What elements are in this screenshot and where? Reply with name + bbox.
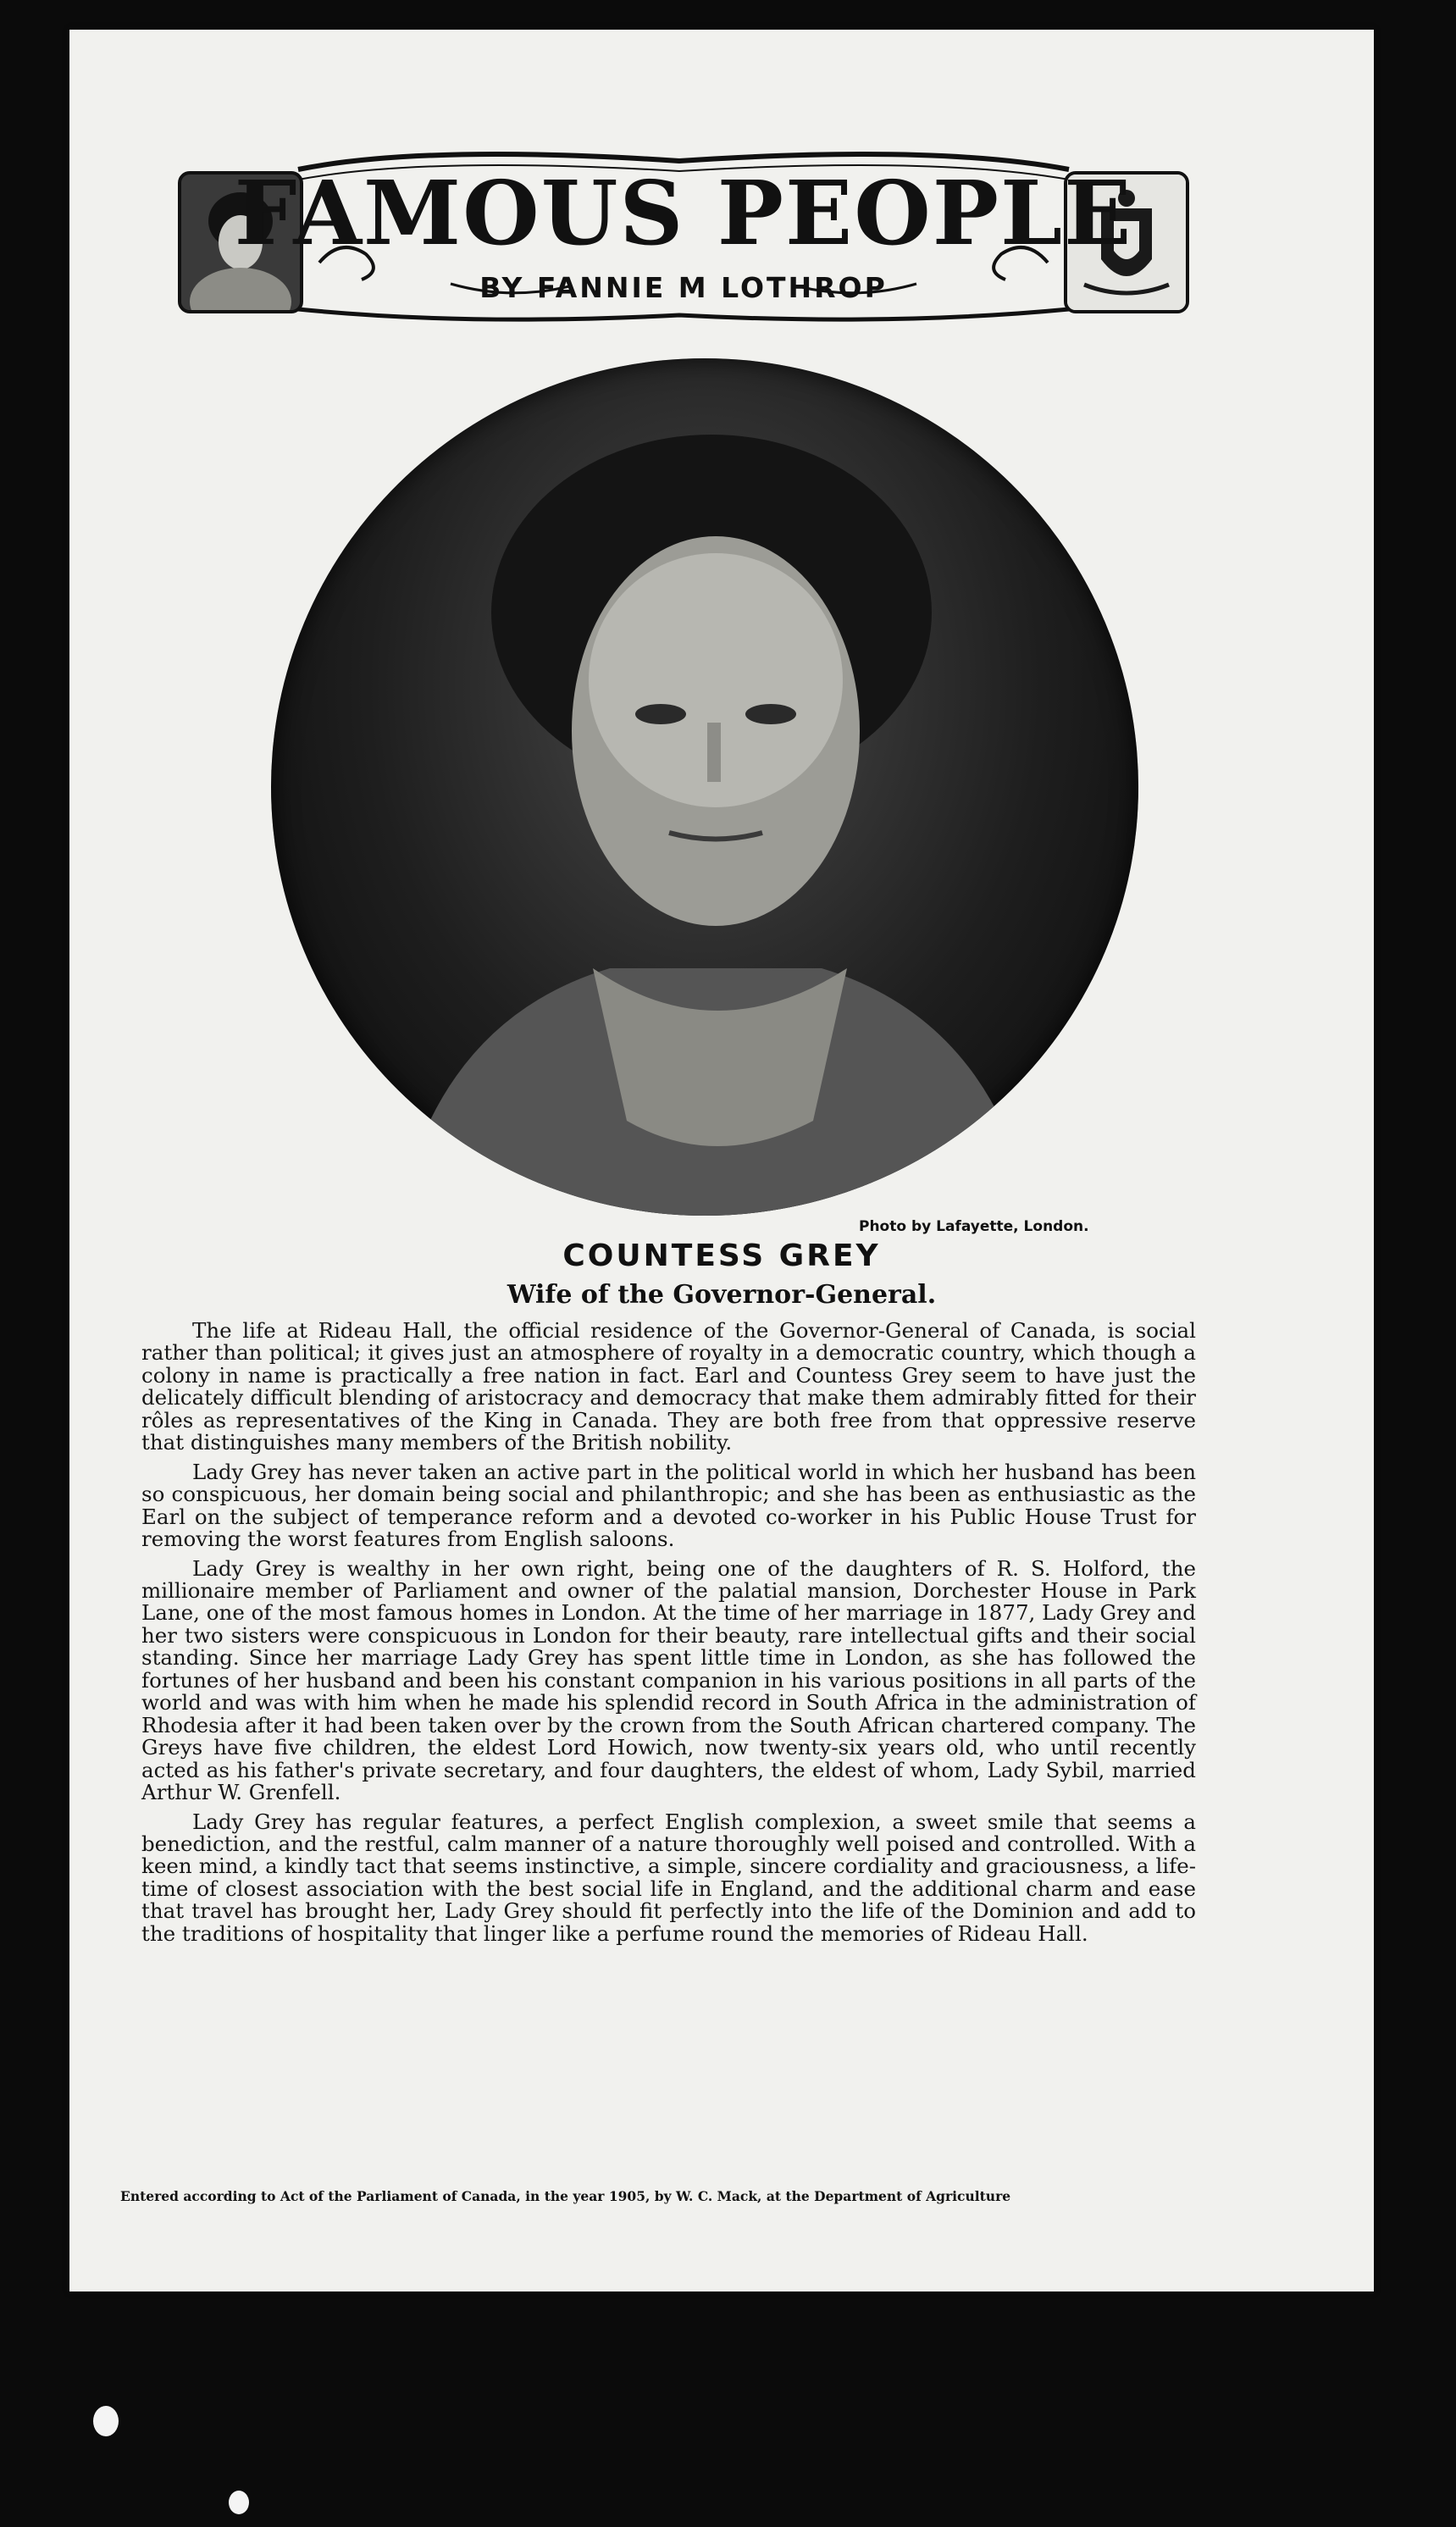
masthead-title: FAMOUS PEOPLE (234, 161, 1133, 265)
article-body (141, 1320, 1196, 1952)
film-speck (229, 2491, 249, 2514)
article-paragraph: Lady Grey has never taken an active part in the political world in which her husband has been so conspicuous, her domain being social and philanthropic; and she has been as enthusiastic as the Earl on the subject of temperance reform and a devoted co-worker in his Public House Trust for removing the worst features from English saloons. (141, 1459, 1196, 1552)
article-paragraph: Lady Grey is wealthy in her own right, being one of the daughters of R. S. Holford, the millionaire member of Parliament and owner of the palatial mansion, Dorchester House in Park Lane, one of the most famous homes in London. At the time of her marriage in 1877, Lady Grey and her two sisters were conspicuous in London for their beauty, rare intellectual gifts and their social standing. Since her marriage Lady Grey has spent little time in London, as she has followed the fortunes of her husband and been his constant companion in his various positions in all parts of the world and was with him when he made his splendid record in South Africa in the administration of Rhodesia after it had been taken over by the crown from the South African chartered company. The Greys have five children, the eldest Lord Howich, now twenty-six years old, who until recently acted as his father's private secretary, and four daughters, the eldest of whom, Lady Sybil, married Arthur W. Grenfell. (141, 1555, 1196, 1805)
subject-name-heading: COUNTESS GREY (562, 1239, 881, 1273)
author-byline: BY FANNIE M LOTHROP (479, 271, 888, 304)
film-speck (93, 2406, 119, 2436)
photo-credit: Photo by Lafayette, London. (859, 1218, 1089, 1235)
newspaper-clipping (69, 30, 1374, 2291)
masthead-banner (171, 136, 1196, 330)
copyright-notice: Entered according to Act of the Parliament of Canada, in the year 1905, by W. C. Mack, at the Department of Agriculture (120, 2188, 1011, 2204)
subject-subtitle: Wife of the Governor-General. (507, 1280, 937, 1310)
countess-portrait-photo (271, 358, 1138, 1216)
article-paragraph: Lady Grey has regular features, a perfect English complexion, a sweet smile that seems a benediction, and the restful, calm manner of a nature thoroughly well poised and controlled. With a keen mind, a kindly tact that seems instinctive, a simple, sincere cordiality and graciousness, a life-time of closest association with the best social life in England, and the additional charm and ease that travel has brought her, Lady Grey should fit perfectly into the life of the Dominion and add to the traditions of hospitality that linger like a perfume round the memories of Rideau Hall. (141, 1809, 1196, 1946)
article-paragraph: The life at Rideau Hall, the official residence of the Governor-General of Canada, is social rather than political; it gives just an atmosphere of royalty in a democratic country, which though a colony in name is practically a free nation in fact. Earl and Countess Grey seem to have just the delicately difficult blending of aristocracy and democracy that make them admirably fitted for their rôles as representatives of the King in Canada. They are both free from that oppressive reserve that distinguishes many members of the British nobility. (141, 1318, 1196, 1455)
